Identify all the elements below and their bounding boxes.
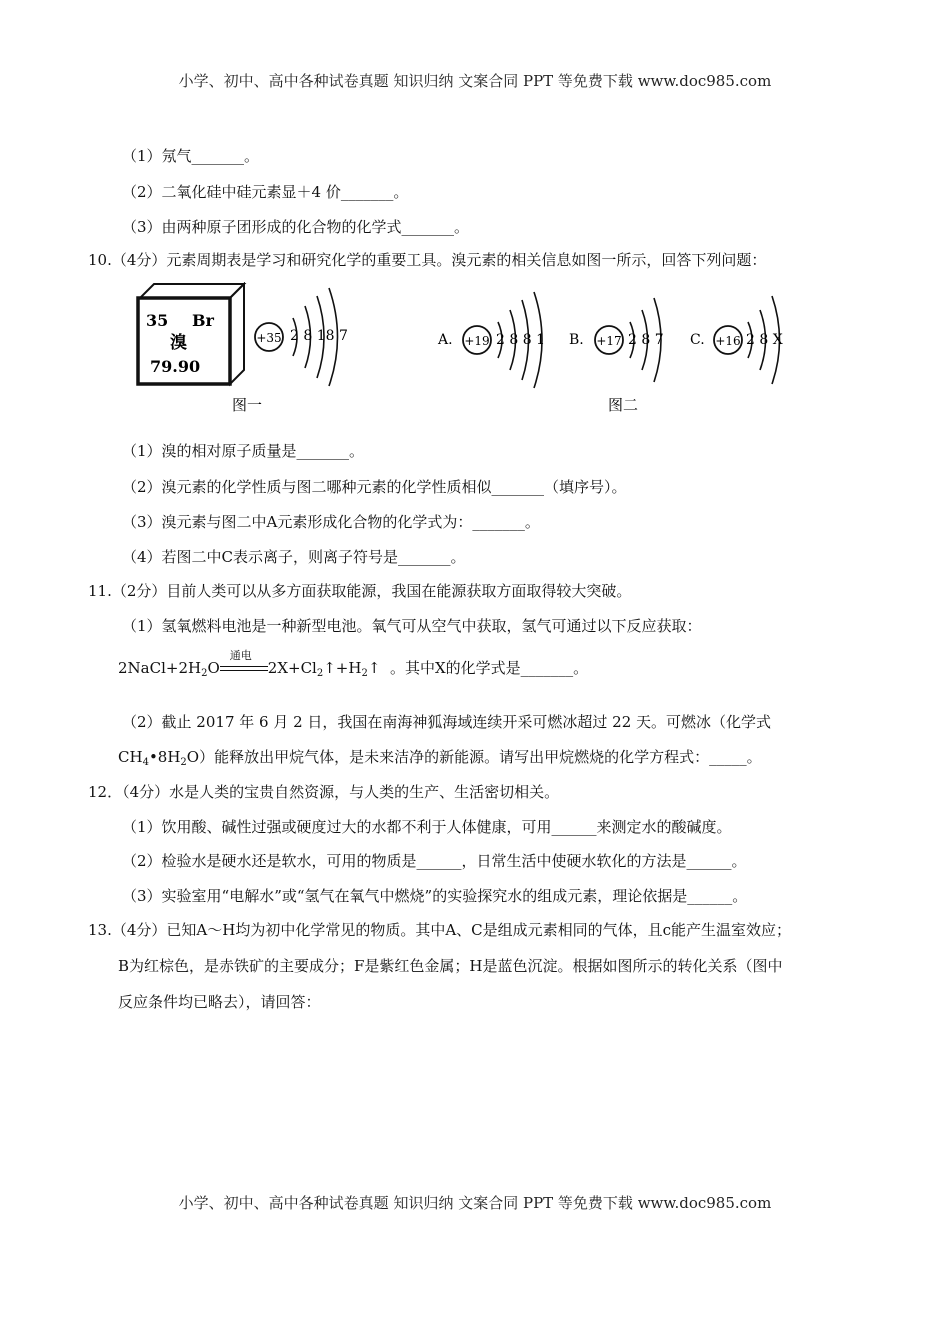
q11-stem: 11.（2分）目前人类可以从多方面获取能源，我国在能源获取方面取得较大突破。 (88, 582, 632, 600)
q10-sub3: （3）溴元素与图二中A元素形成化合物的化学式为：_______。 (122, 513, 540, 531)
atom-a-label: A. (438, 332, 453, 348)
eq-lhs-b: O (207, 659, 220, 677)
element-symbol: Br (192, 311, 214, 330)
page-footer: 小学、初中、高中各种试卷真题 知识归纳 文案合同 PPT 等免费下载 www.doc985.com (178, 1194, 772, 1212)
eq-double-line (220, 649, 268, 676)
eq-lhs-a: 2NaCl+2H (118, 659, 202, 677)
methane-hydrate-a: CH (118, 748, 143, 766)
atom-c-structure (690, 296, 783, 384)
element-mass: 79.90 (150, 357, 201, 376)
atom-c-nucleus: +16 (715, 334, 741, 348)
eq-rhs-c: ↑ (367, 659, 381, 677)
atom-a-structure (437, 292, 545, 388)
eq-condition: 通电 (229, 649, 252, 662)
q10-figure (132, 282, 792, 422)
eq-lhs-sub: 2 (201, 668, 208, 679)
atom-a-nucleus: +19 (464, 334, 490, 348)
eq-tail: 。其中X的化学式是_______。 (380, 659, 589, 677)
q11-equation (118, 649, 589, 679)
methane-hydrate-c: O）能释放出甲烷气体，是未来洁净的新能源。请写出甲烷燃烧的化学方程式：_____。 (186, 748, 762, 766)
element-number: 35 (146, 311, 169, 330)
q13-line2: B为红棕色，是赤铁矿的主要成分；F是紫红色金属；H是蓝色沉淀。根据如图所示的转化关系（图中 (118, 957, 783, 975)
q10-sub2: （2）溴元素的化学性质与图二哪种元素的化学性质相似_______（填序号）。 (122, 478, 627, 496)
q12-sub1: （1）饮用酸、碱性过强或硬度过大的水都不利于人体健康，可用______来测定水的酸碱度。 (122, 818, 732, 836)
q13-line3: 反应条件均已略去），请回答： (118, 993, 321, 1011)
q9-sub2: （2）二氧化硅中硅元素显＋4 价_______。 (122, 183, 409, 201)
q11-sub2-line1: （2）截止 2017 年 6 月 2 日，我国在南海神狐海域连续开采可燃冰超过 22 天。可燃冰（化学式 (122, 713, 772, 731)
q10-stem: 10.（4分）元素周期表是学习和研究化学的重要工具。溴元素的相关信息如图一所示，回答下列问题： (88, 251, 767, 269)
q11-sub1: （1）氢氧燃料电池是一种新型电池。氧气可从空气中获取，氢气可通过以下反应获取： (122, 617, 702, 635)
atom-c-shells: 2 8 X (746, 332, 783, 348)
element-cell (138, 284, 244, 384)
methane-hydrate-b: •8H (148, 748, 181, 766)
element-name: 溴 (170, 333, 187, 353)
atom-b-structure (569, 298, 664, 382)
br-shells: 2 8 18 7 (290, 328, 348, 344)
eq-rhs-sub1: 2 (316, 668, 324, 679)
atom-b-shells: 2 8 7 (628, 332, 664, 348)
figure-caption-1: 图一 (232, 396, 263, 414)
atom-a-shells: 2 8 8 1 (496, 332, 545, 348)
eq-rhs-b: ↑+H (323, 659, 362, 677)
q12-stem: 12．（4分）水是人类的宝贵自然资源，与人类的生产、生活密切相关。 (88, 783, 560, 801)
eq-rhs-a: 2X+Cl (267, 659, 317, 677)
page-header: 小学、初中、高中各种试卷真题 知识归纳 文案合同 PPT 等免费下载 www.doc985.com (178, 72, 772, 90)
q9-sub3: （3）由两种原子团形成的化合物的化学式_______。 (122, 218, 470, 236)
q12-sub2: （2）检验水是硬水还是软水，可用的物质是______，日常生活中使硬水软化的方法是______。 (122, 852, 747, 870)
q13-line1: 13.（4分）已知A～H均为初中化学常见的物质。其中A、C是组成元素相同的气体，且c能产生温室效应； (88, 921, 792, 939)
figure-caption-2: 图二 (608, 396, 639, 414)
br-atom-structure (255, 288, 348, 386)
atom-b-nucleus: +17 (596, 334, 622, 348)
q11-sub2-line2 (118, 747, 762, 767)
q10-sub4: （4）若图二中C表示离子，则离子符号是_______。 (122, 548, 466, 566)
q9-sub1: （1）氖气_______。 (122, 147, 260, 165)
eq-rhs-sub2: 2 (361, 668, 368, 679)
atom-c-label: C. (690, 332, 705, 348)
atom-b-label: B. (569, 332, 584, 348)
q12-sub3: （3）实验室用“电解水”或“氢气在氧气中燃烧”的实验探究水的组成元素，理论依据是______。 (122, 887, 748, 905)
br-nucleus: +35 (256, 331, 282, 345)
methane-hydrate-sub2: 2 (180, 757, 187, 768)
q10-sub1: （1）溴的相对原子质量是_______。 (122, 442, 365, 460)
methane-hydrate-sub1: 4 (142, 757, 149, 768)
